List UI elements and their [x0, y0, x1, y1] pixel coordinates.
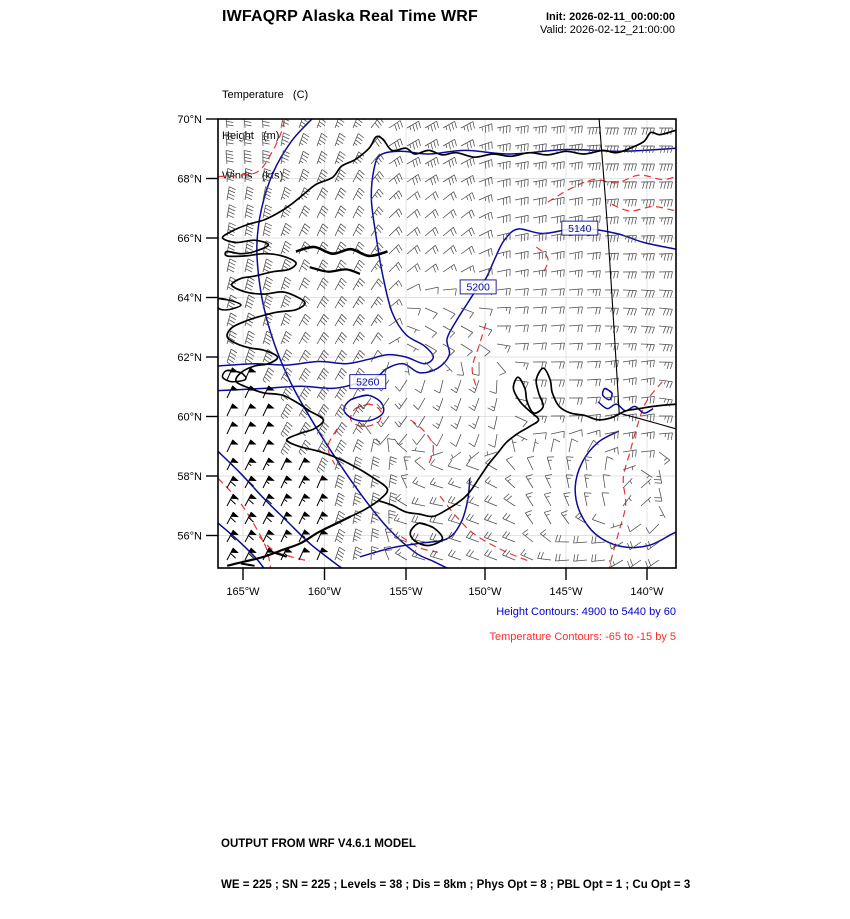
temp-contour-note: Temperature Contours: -65 to -15 by 5	[489, 631, 676, 643]
lon-tick-label: 160°W	[307, 586, 342, 598]
lon-tick-label: 155°W	[389, 586, 423, 598]
model-footer	[221, 811, 690, 919]
legend-temperature: Temperature (C)	[222, 89, 309, 101]
legend-height: Height (m)	[222, 129, 280, 142]
lat-tick-label: 68°N	[177, 173, 202, 186]
lat-tick-label: 56°N	[177, 530, 202, 543]
model-version-line: OUTPUT FROM WRF V4.6.1 MODEL	[221, 838, 416, 850]
contour-label: 5140	[568, 222, 592, 235]
height-contour-note: Height Contours: 4900 to 5440 by 60	[496, 606, 676, 618]
lat-tick-label: 66°N	[177, 233, 202, 245]
lon-tick-label: 140°W	[630, 586, 664, 598]
lon-tick-label: 150°W	[468, 586, 502, 598]
lat-tick-label: 70°N	[177, 114, 202, 126]
lat-tick-label: 60°N	[177, 411, 202, 424]
lat-tick-label: 58°N	[177, 471, 202, 483]
init-time: Init: 2026-02-11_00:00:00	[545, 11, 675, 23]
lat-tick-label: 62°N	[177, 352, 202, 364]
model-config-line: WE = 225 ; SN = 225 ; Levels = 38 ; Dis = 8km ; Phys Opt = 8 ; PBL Opt = 1 ; Cu Opt = 3	[221, 878, 691, 891]
contour-label: 5260	[356, 376, 380, 389]
page-title: IWFAQRP Alaska Real Time WRF	[221, 8, 479, 25]
wind-barbs	[226, 115, 673, 568]
political-borders	[599, 119, 676, 429]
lon-tick-label: 165°W	[226, 586, 260, 598]
legend-winds: Winds (kts)	[222, 170, 284, 182]
axis-ticks	[177, 114, 664, 598]
valid-time: Valid: 2026-02-12_21:00:00	[540, 24, 675, 36]
lat-tick-label: 64°N	[177, 292, 202, 305]
contour-label: 5200	[466, 281, 490, 294]
lon-tick-label: 145°W	[549, 586, 583, 598]
